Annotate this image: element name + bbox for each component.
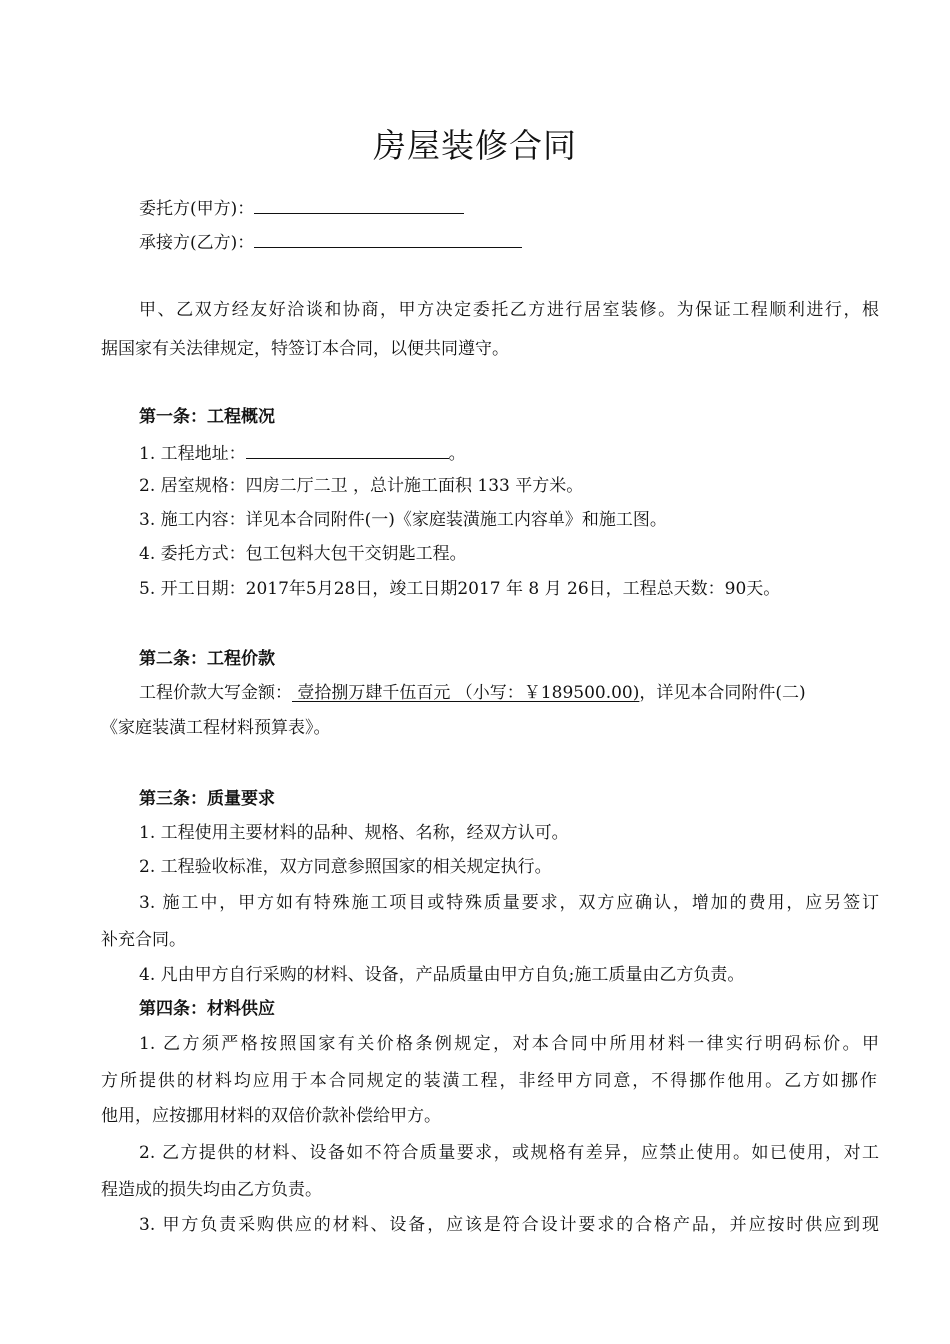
article-1-heading: 第一条：工程概况: [139, 407, 275, 427]
article-1-item-4: 4. 委托方式：包工包料大包干交钥匙工程。: [139, 544, 467, 564]
article-1-item-5: 5. 开工日期：2017年5月28日，竣工日期2017 年 8 月 26日，工程总天数：90天。: [139, 579, 781, 599]
article-3-item-1: 1. 工程使用主要材料的品种、规格、名称，经双方认可。: [139, 823, 569, 843]
address-blank: [246, 440, 449, 459]
article-1-item-3: 3. 施工内容：详见本合同附件(一)《家庭装潢施工内容单》和施工图。: [139, 510, 667, 530]
intro-line-1: 甲、乙双方经友好洽谈和协商，甲方决定委托乙方进行居室装修。为保证工程顺利进行，根: [139, 300, 879, 320]
article-1-item-2: 2. 居室规格：四房二厅二卫 ，总计施工面积 133 平方米。: [139, 476, 584, 496]
party-a-blank: [254, 195, 464, 214]
party-b-label: 承接方(乙方)：: [139, 233, 255, 253]
intro-line-2: 据国家有关法律规定，特签订本合同，以便共同遵守。: [101, 339, 509, 359]
article-4-item-2-line-1: 2. 乙方提供的材料、设备如不符合质量要求，或规格有差异，应禁止使用。如已使用，对工: [139, 1143, 879, 1163]
party-b-blank: [254, 229, 522, 248]
article-3-item-4: 4. 凡由甲方自行采购的材料、设备，产品质量由甲方自负;施工质量由乙方负责。: [139, 965, 745, 985]
article-4-item-1-line-1: 1. 乙方须严格按照国家有关价格条例规定，对本合同中所用材料一律实行明码标价。甲: [139, 1034, 879, 1054]
party-b-line: [139, 229, 522, 255]
article-3-heading: 第三条：质量要求: [139, 789, 275, 809]
article-3-item-3-line-1: 3. 施工中，甲方如有特殊施工项目或特殊质量要求，双方应确认，增加的费用，应另签订: [139, 893, 879, 913]
party-a-label: 委托方(甲方)：: [139, 199, 255, 219]
article-4-item-3-line-1: 3. 甲方负责采购供应的材料、设备，应该是符合设计要求的合格产品，并应按时供应到现: [139, 1215, 879, 1235]
article-3-item-3-line-2: 补充合同。: [101, 930, 186, 950]
article-4-item-1-line-2: 方所提供的材料均应用于本合同规定的装潢工程，非经甲方同意，不得挪作他用。乙方如挪作: [101, 1071, 877, 1091]
article-4-item-1-line-3: 他用，应按挪用材料的双倍价款补偿给甲方。: [101, 1106, 441, 1126]
amount-label: 工程价款大写金额：: [139, 683, 292, 703]
amount-value: 壹拾捌万肆千伍百元 （小写：￥189500.00): [292, 683, 640, 703]
article-4-heading: 第四条：材料供应: [139, 999, 275, 1019]
article-3-item-2: 2. 工程验收标准，双方同意参照国家的相关规定执行。: [139, 857, 552, 877]
amount-tail: ，详见本合同附件(二): [639, 683, 806, 703]
article-2-amount-line: [139, 681, 806, 705]
party-a-line: [139, 195, 464, 221]
document-title: 房屋装修合同: [373, 126, 577, 165]
address-end: 。: [448, 444, 466, 464]
article-2-line-2: 《家庭装潢工程材料预算表》。: [101, 718, 331, 738]
article-4-item-2-line-2: 程造成的损失均由乙方负责。: [101, 1180, 322, 1200]
article-2-heading: 第二条：工程价款: [139, 649, 275, 669]
address-label: 1. 工程地址：: [139, 444, 246, 464]
article-1-item-1: [139, 440, 466, 466]
